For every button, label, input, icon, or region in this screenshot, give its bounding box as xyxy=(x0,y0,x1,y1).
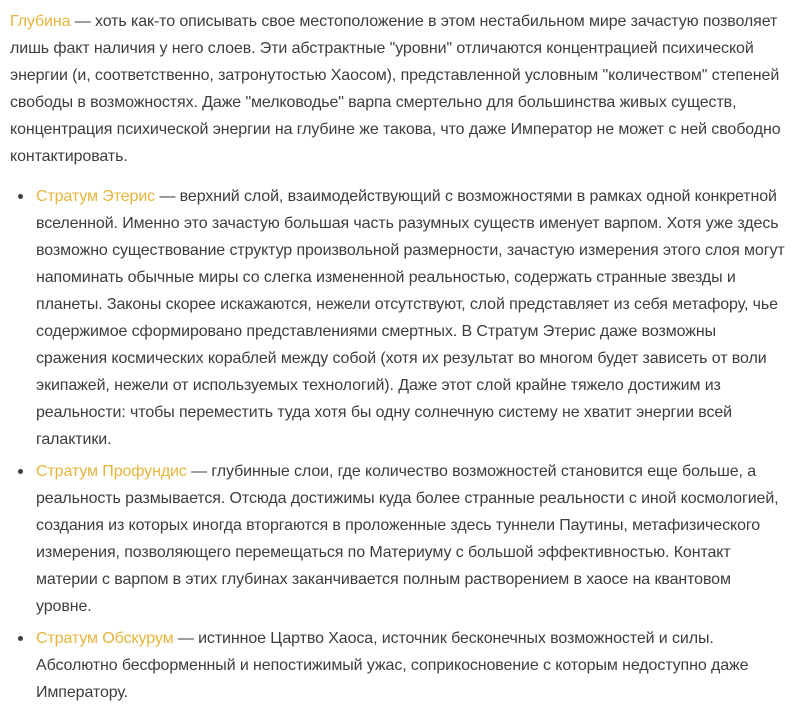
term-link-glubina[interactable]: Глубина xyxy=(10,13,71,30)
term-link-stratum-obskurum[interactable]: Стратум Обскурум xyxy=(36,630,174,647)
list-item-stratum-eteris xyxy=(10,183,789,453)
strata-list xyxy=(10,183,789,706)
intro-paragraph-text: — хоть как-то описывать свое местоположение в этом нестабильном мире зачастую позволяет лишь факт наличия у него слоев. Эти абстрактные "уровни" отличаются концентрацией психической энергии (и, соответственно, затронутостью Хаосом), представленной условным "количеством" степеней свободы в возможностях. Даже "мелководье" варпа смертельно для большинства живых существ, концентрация психической энергии на глубине же такова, что даже Император не может с ней свободно контактировать. xyxy=(10,13,781,165)
list-item-stratum-obskurum xyxy=(10,625,789,706)
list-item-stratum-profundis xyxy=(10,458,789,620)
term-link-stratum-eteris[interactable]: Стратум Этерис xyxy=(36,188,156,205)
term-link-stratum-profundis[interactable]: Стратум Профундис xyxy=(36,463,187,480)
list-item-text: — истинное Цартво Хаоса, источник бесконечных возможностей и силы. Абсолютно бесформенный и непостижимый ужас, соприкосновение с которым недоступно даже Императору. xyxy=(36,630,749,701)
list-item-text: — верхний слой, взаимодействующий с возможностями в рамках одной конкретной вселенной. Именно это зачастую большая часть разумных существ именует варпом. Хотя уже здесь возможно существование структур произвольной размерности, зачастую измерения этого слоя могут напоминать обычные миры со слегка измененной реальностью, содержать странные звезды и планеты. Законы скорее искажаются, нежели отсутствуют, слой представляет из себя метафору, чье содержимое сформировано представлениями смертных. В Стратум Этерис даже возможны сражения космических кораблей между собой (хотя их результат во многом будет зависеть от воли экипажей, нежели от используемых технологий). Даже этот слой крайне тяжело достижим из реальности: чтобы переместить туда хотя бы одну солнечную систему не хватит энергии всей галактики. xyxy=(36,188,785,448)
intro-paragraph xyxy=(10,8,789,170)
list-item-text: — глубинные слои, где количество возможностей становится еще больше, а реальность размывается. Отсюда достижимы куда более странные реальности с иной космологией, создания из которых иногда вторгаются в проложенные здесь туннели Паутины, метафизического измерения, позволяющего перемещаться по Материуму с большой эффективностью. Контакт материи с варпом в этих глубинах заканчивается полным растворением в хаосе на квантовом уровне. xyxy=(36,463,779,615)
